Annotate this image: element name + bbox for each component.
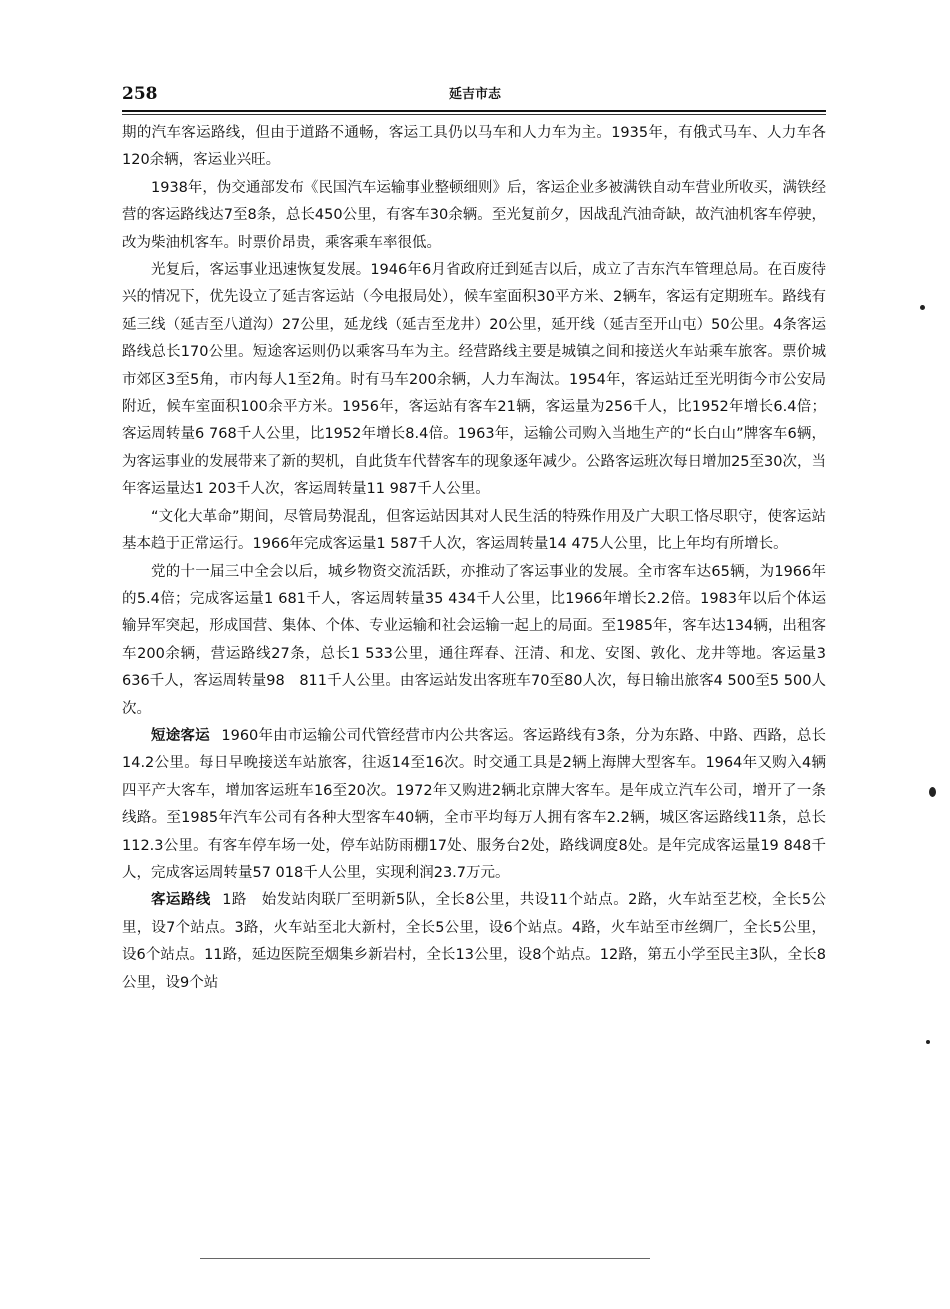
paragraph	[122, 559, 826, 723]
page-number: 258	[122, 84, 158, 104]
paragraph-text: 期的汽车客运路线，但由于道路不通畅，客运工具仍以马车和人力车为主。1935年，有俄式马车、人力车各120余辆，客运业兴旺。	[122, 125, 826, 169]
paragraph-continued	[122, 120, 826, 175]
paragraph-text: 1938年，伪交通部发布《民国汽车运输事业整顿细则》后，客运企业多被满铁自动车营业所收买，满铁经营的客运路线达7至8条，总长450公里，有客车30余辆。至光复前夕，因战乱汽油奇缺，故汽油机客车停驶，改为柴油机客车。时票价昂贵，乘客乘车率很低。	[122, 179, 826, 251]
paragraph	[122, 175, 826, 257]
header-rule-thick	[122, 110, 826, 112]
scan-speck	[929, 787, 936, 797]
running-title: 延吉市志	[448, 87, 501, 102]
paragraph-text: 1路 始发站肉联厂至明新5队，全长8公里，共设11个站点。2路，火车站至艺校，全长5公里，设7个站点。3路，火车站至北大新村，全长5公里，设6个站点。4路，火车站至市丝绸厂，全长5公里，设6个站点。11路，延边医院至烟集乡新岩村，全长13公里，设8个站点。12路，第五小学至民主3队，全长8公里，设9个站	[122, 892, 827, 991]
paragraph-text: 光复后，客运事业迅速恢复发展。1946年6月省政府迁到延吉以后，成立了吉东汽车管理总局。在百废待兴的情况下，优先设立了延吉客运站（今电报局处），候车室面积30平方米、2辆车，客运有定期班车。路线有延三线（延吉至八道沟）27公里，延龙线（延吉至龙井）20公里，延开线（延吉至开山屯）50公里。4条客运路线总长170公里。短途客运则仍以乘客马车为主。经营路线主要是城镇之间和接送火车站乘车旅客。票价城市郊区3至5角，市内每人1至2角。时有马车200余辆，人力车淘汰。1954年，客运站迁至光明街今市公安局附近，候车室面积100余平方米。1956年，客运站有客车21辆，客运量为256千人，比1952年增长6.4倍；客运周转量6 768千人公里，比1952年增长8.4倍。1963年，运输公司购入当地生产的“长白山”牌客车6辆，为客运事业的发展带来了新的契机，自此货车代替客车的现象逐年减少。公路客运班次每日增加25至30次，当年客运量达1 203千人次，客运周转量11 987千人公里。	[122, 262, 826, 498]
section-heading-short-distance: 短途客运	[151, 727, 210, 744]
bottom-rule	[200, 1258, 650, 1259]
paragraph	[122, 257, 826, 504]
body-text	[122, 120, 826, 997]
scan-speck	[920, 305, 925, 310]
scan-speck	[926, 1040, 930, 1044]
page-header	[122, 82, 828, 108]
section-heading-routes: 客运路线	[151, 892, 211, 909]
header-rule-thin	[122, 114, 826, 115]
paragraph	[122, 504, 826, 559]
paragraph-text: 1960年由市运输公司代管经营市内公共客运。客运路线有3条，分为东路、中路、西路，总长14.2公里。每日早晚接送车站旅客，往返14至16次。时交通工具是2辆上海牌大型客车。1964年又购入4辆四平产大客车，增加客运班车16至20次。1972年又购进2辆北京牌大客车。是年成立汽车公司，增开了一条线路。至1985年汽车公司有各种大型客车40辆，全市平均每万人拥有客车2.2辆，城区客运路线11条，总长112.3公里。有客车停车场一处，停车站防雨棚17处、服务台2处，路线调度8处。是年完成客运量19 848千人，完成客运周转量57 018千人公里，实现利润23.7万元。	[122, 727, 827, 881]
paragraph-routes	[122, 887, 826, 997]
paragraph-short-distance	[122, 723, 826, 887]
paragraph-text: “文化大革命”期间，尽管局势混乱，但客运站因其对人民生活的特殊作用及广大职工恪尽职守，使客运站基本趋于正常运行。1966年完成客运量1 587千人次，客运周转量14 475人公里，比上年均有所增长。	[122, 508, 826, 553]
paragraph-text: 党的十一届三中全会以后，城乡物资交流活跃，亦推动了客运事业的发展。全市客车达65辆，为1966年的5.4倍；完成客运量1 681千人，客运周转量35 434千人公里，比1966年增长2.2倍。1983年以后个体运输异军突起，形成国营、集体、个体、专业运输和社会运输一起上的局面。至1985年，客车达134辆，出租客车200余辆，营运路线27条，总长1 533公里，通往珲春、汪清、和龙、安图、敦化、龙井等地。客运量3 636千人，客运周转量98 811千人公里。由客运站发出客班车70至80人次，每日输出旅客4 500至5 500人次。	[122, 563, 826, 717]
